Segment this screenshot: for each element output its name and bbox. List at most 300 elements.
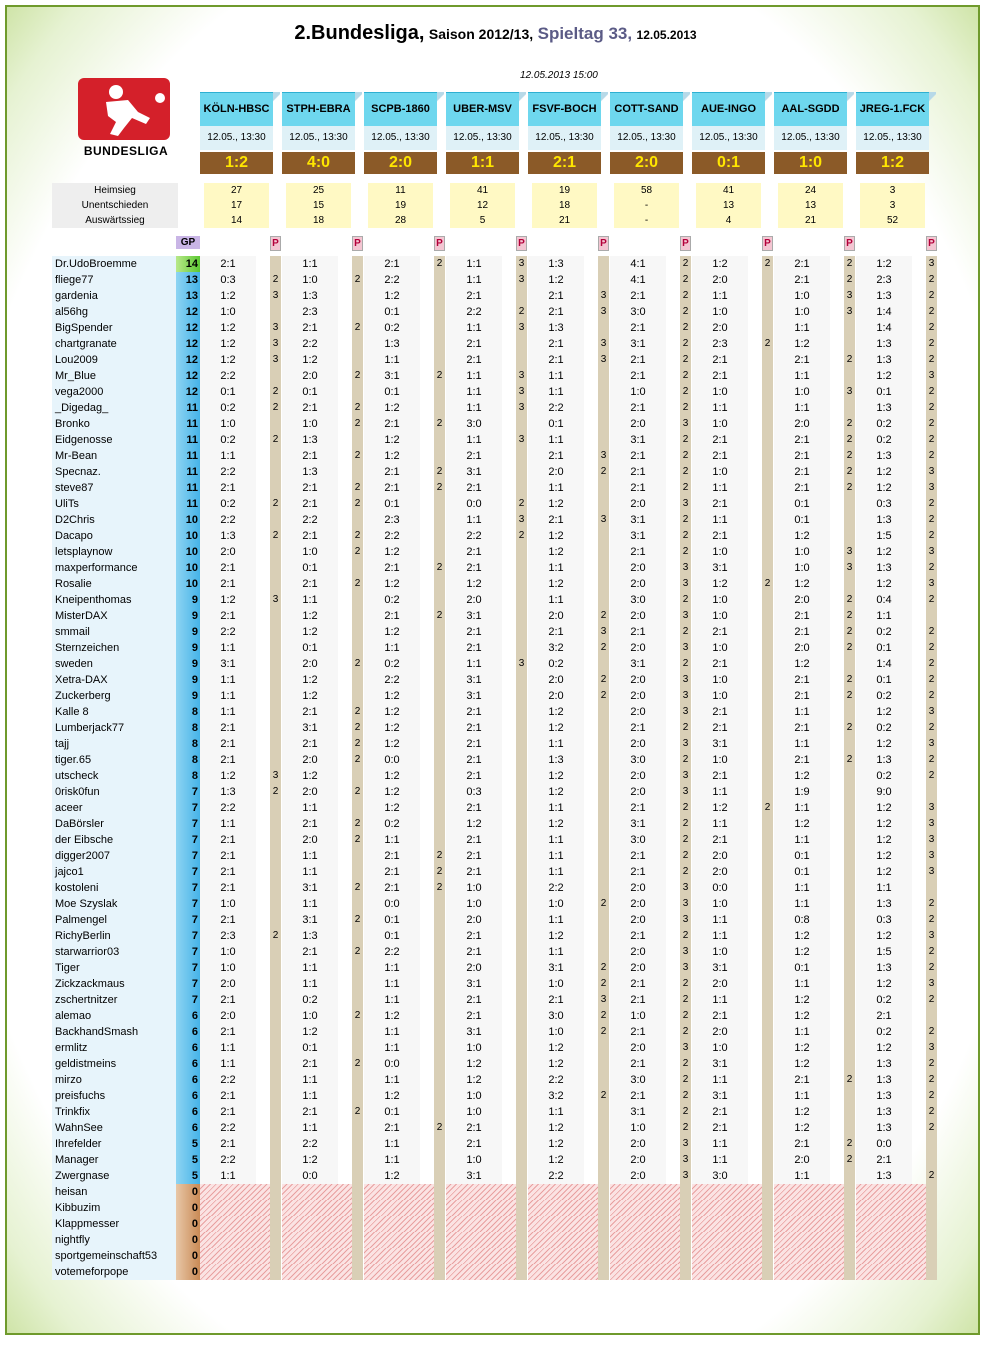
tip-cell: 3:1 [446, 1024, 502, 1040]
tip-points [844, 496, 855, 512]
player-name: Zuckerberg [52, 688, 176, 704]
tip-cell: 1:2 [200, 768, 256, 784]
tip-cell: 1:0 [446, 1040, 502, 1056]
tip-cell: 2:1 [446, 288, 502, 304]
tip-points: 2 [926, 400, 937, 416]
tip-cell [692, 1184, 762, 1200]
tip-points [434, 320, 445, 336]
tip-cell: 0:1 [282, 640, 338, 656]
tip-cell: 3:2 [528, 1088, 584, 1104]
tip-cell: 1:2 [856, 800, 912, 816]
tip-points [516, 912, 527, 928]
tip-points [516, 672, 527, 688]
tip-points: 3 [680, 704, 691, 720]
tip-cell: 2:1 [446, 992, 502, 1008]
tip-points: 3 [926, 816, 937, 832]
match-column [528, 92, 601, 174]
tip-points: 3 [680, 1152, 691, 1168]
tip-points [352, 464, 363, 480]
tip-cell: 0:1 [364, 304, 420, 320]
tip-cell: 0:2 [856, 432, 912, 448]
tip-cell: 2:3 [856, 272, 912, 288]
player-points: 10 [176, 544, 200, 560]
stat-away: 28 [394, 215, 407, 226]
match-teams: FSVF-BOCH [528, 92, 601, 126]
tip-points: 3 [598, 352, 609, 368]
tip-cell: 2:0 [610, 784, 666, 800]
tip-points [516, 1248, 527, 1264]
tip-cell: 1:1 [774, 1168, 830, 1184]
tip-cell: 1:2 [364, 288, 420, 304]
tip-cell: 2:2 [446, 528, 502, 544]
tip-points [434, 720, 445, 736]
tip-cell: 2:0 [610, 1136, 666, 1152]
tip-points [762, 688, 773, 704]
tip-points [762, 416, 773, 432]
tip-cell [446, 1200, 516, 1216]
tip-points: 2 [352, 1056, 363, 1072]
tip-cell: 1:1 [774, 976, 830, 992]
tip-cell: 2:1 [282, 576, 338, 592]
player-points: 8 [176, 752, 200, 768]
tip-points [516, 832, 527, 848]
tip-cell: 2:0 [282, 752, 338, 768]
tip-cell: 1:1 [446, 512, 502, 528]
tip-points [434, 656, 445, 672]
tip-points [926, 1232, 937, 1248]
logo-emblem-icon [78, 78, 170, 140]
tip-cell: 1:3 [856, 1168, 912, 1184]
tip-cell [856, 1248, 926, 1264]
tip-points [598, 576, 609, 592]
tip-cell: 1:0 [282, 272, 338, 288]
tip-points [762, 1200, 773, 1216]
tip-points: 2 [680, 304, 691, 320]
tip-points: 2 [680, 832, 691, 848]
tip-points: 2 [844, 592, 855, 608]
tip-points [762, 784, 773, 800]
tip-points [598, 592, 609, 608]
tip-points: 3 [926, 704, 937, 720]
tip-points [516, 1184, 527, 1200]
tip-points [516, 448, 527, 464]
tip-points: 2 [352, 656, 363, 672]
tip-points: 3 [598, 512, 609, 528]
tip-cell: 1:2 [528, 1152, 584, 1168]
tip-points [762, 352, 773, 368]
tip-points [516, 592, 527, 608]
tip-cell: 2:1 [282, 944, 338, 960]
tip-cell: 1:1 [692, 912, 748, 928]
tip-points [516, 752, 527, 768]
tip-cell [610, 1264, 680, 1280]
column-notch [847, 92, 854, 218]
tip-cell: 3:0 [692, 1168, 748, 1184]
tip-points: 2 [926, 272, 937, 288]
tip-cell: 0:0 [282, 1168, 338, 1184]
tip-points: 2 [680, 1120, 691, 1136]
player-points: 11 [176, 448, 200, 464]
tip-points: 2 [352, 816, 363, 832]
tip-cell: 0:2 [364, 816, 420, 832]
tip-cell: 2:1 [282, 480, 338, 496]
player-points: 7 [176, 880, 200, 896]
tip-cell: 2:0 [774, 416, 830, 432]
tip-points [844, 768, 855, 784]
tip-cell: 1:2 [282, 352, 338, 368]
tip-points: 2 [926, 496, 937, 512]
tip-cell: 1:3 [528, 256, 584, 272]
tip-points: 2 [680, 432, 691, 448]
tip-cell: 1:2 [528, 704, 584, 720]
tip-cell: 1:2 [856, 256, 912, 272]
tip-points [516, 720, 527, 736]
tip-cell: 1:1 [856, 880, 912, 896]
tip-points: 2 [926, 528, 937, 544]
tip-points: 2 [926, 1088, 937, 1104]
tip-points [598, 528, 609, 544]
tip-points [270, 752, 281, 768]
match-date: 12.05., 13:30 [282, 126, 355, 150]
logo-text: BUNDESLIGA [83, 144, 169, 158]
stat-home: 27 [230, 185, 243, 196]
tip-points: 2 [680, 464, 691, 480]
tip-cell: 1:3 [282, 432, 338, 448]
tip-points: 2 [926, 1104, 937, 1120]
tip-cell [610, 1200, 680, 1216]
tip-points [516, 1168, 527, 1184]
tip-points [516, 1232, 527, 1248]
tip-points [434, 688, 445, 704]
tip-points [844, 1008, 855, 1024]
tip-cell: 1:0 [200, 960, 256, 976]
tip-points [762, 464, 773, 480]
player-name: smmail [52, 624, 176, 640]
tip-cell: 3:1 [610, 816, 666, 832]
tip-cell: 2:1 [610, 1024, 666, 1040]
tip-cell [774, 1248, 844, 1264]
tip-cell: 2:1 [774, 752, 830, 768]
player-name: heisan [52, 1184, 176, 1200]
tip-cell: 2:2 [364, 272, 420, 288]
tip-points [352, 1024, 363, 1040]
tip-points [762, 928, 773, 944]
match-result: 4:0 [282, 152, 355, 174]
tip-cell: 1:3 [856, 896, 912, 912]
tip-cell [282, 1232, 352, 1248]
tip-points [762, 448, 773, 464]
tip-points [270, 896, 281, 912]
player-name: al56hg [52, 304, 176, 320]
tip-cell: 1:2 [528, 528, 584, 544]
tip-cell: 1:2 [200, 592, 256, 608]
tip-points [598, 1072, 609, 1088]
tip-cell: 1:2 [364, 784, 420, 800]
tip-cell: 1:2 [774, 1120, 830, 1136]
tip-cell: 0:2 [856, 1024, 912, 1040]
tip-cell: 1:2 [528, 816, 584, 832]
tip-points: 2 [844, 688, 855, 704]
player-points: 0 [176, 1200, 200, 1216]
tip-cell: 2:2 [528, 400, 584, 416]
tip-points: 2 [598, 672, 609, 688]
tip-points: 3 [598, 992, 609, 1008]
tip-cell: 2:1 [610, 448, 666, 464]
tip-points: 2 [680, 1088, 691, 1104]
tip-cell: 1:2 [856, 848, 912, 864]
player-points: 9 [176, 656, 200, 672]
stat-away: 5 [479, 215, 486, 226]
tip-points [270, 688, 281, 704]
tip-points: 3 [598, 448, 609, 464]
column-notch [929, 92, 936, 218]
tip-cell: 2:1 [774, 1136, 830, 1152]
tip-points [270, 1040, 281, 1056]
tip-cell [528, 1216, 598, 1232]
tip-cell: 1:2 [528, 768, 584, 784]
tip-cell: 1:1 [774, 1024, 830, 1040]
match-stats [614, 183, 679, 228]
tip-cell: 2:0 [282, 784, 338, 800]
tip-points [270, 912, 281, 928]
tip-points [352, 288, 363, 304]
tip-points: 2 [926, 624, 937, 640]
tip-cell: 2:1 [282, 448, 338, 464]
tip-cell [528, 1200, 598, 1216]
match-date: 12.05., 13:30 [528, 126, 601, 150]
tip-cell: 3:0 [528, 1008, 584, 1024]
tip-cell: 2:1 [200, 992, 256, 1008]
matchday-label: Spieltag 33, [537, 24, 633, 43]
tip-points [926, 608, 937, 624]
tip-points: 2 [352, 832, 363, 848]
tip-cell: 3:1 [528, 960, 584, 976]
player-name: Kibbuzim [52, 1200, 176, 1216]
tip-cell: 1:2 [856, 832, 912, 848]
match-column [610, 92, 683, 174]
tip-cell: 1:2 [364, 1008, 420, 1024]
tip-cell: 2:2 [200, 368, 256, 384]
tip-cell [364, 1216, 434, 1232]
match-result: 2:0 [364, 152, 437, 174]
tip-points: 2 [844, 432, 855, 448]
tip-cell: 1:2 [446, 1072, 502, 1088]
tip-points: 2 [352, 576, 363, 592]
tip-points [270, 560, 281, 576]
tip-points [270, 1104, 281, 1120]
tip-points [516, 288, 527, 304]
tip-points: 2 [680, 1072, 691, 1088]
league-title: 2.Bundesliga, [294, 22, 425, 44]
tip-cell: 1:0 [282, 416, 338, 432]
tip-points: 2 [598, 896, 609, 912]
tip-cell: 0:0 [446, 496, 502, 512]
tip-points [844, 1024, 855, 1040]
tip-cell: 1:0 [528, 1024, 584, 1040]
player-points: 10 [176, 512, 200, 528]
points-header: P [680, 236, 691, 251]
player-points: 6 [176, 1088, 200, 1104]
tip-cell [774, 1200, 844, 1216]
tip-points: 2 [926, 560, 937, 576]
tip-points [434, 336, 445, 352]
tip-points [598, 1152, 609, 1168]
tip-cell: 2:0 [528, 688, 584, 704]
player-points: 7 [176, 816, 200, 832]
tip-cell: 2:1 [364, 256, 420, 272]
stat-away: - [644, 215, 649, 226]
tip-cell: 2:2 [364, 944, 420, 960]
tip-cell: 2:1 [446, 640, 502, 656]
tip-cell: 2:0 [610, 688, 666, 704]
tip-points [270, 704, 281, 720]
tip-points: 2 [434, 880, 445, 896]
tip-cell: 1:1 [692, 784, 748, 800]
tip-cell: 2:2 [200, 512, 256, 528]
tip-cell: 2:1 [446, 944, 502, 960]
player-name: Eidgenosse [52, 432, 176, 448]
tip-points: 2 [352, 496, 363, 512]
tip-cell: 3:2 [528, 640, 584, 656]
tip-points [516, 1152, 527, 1168]
tip-cell: 1:1 [446, 400, 502, 416]
tip-cell: 1:1 [528, 1104, 584, 1120]
tip-cell: 4:1 [610, 256, 666, 272]
tip-points [844, 784, 855, 800]
tip-cell: 1:2 [774, 992, 830, 1008]
tip-cell: 0:3 [200, 272, 256, 288]
tip-cell: 1:2 [692, 800, 748, 816]
tip-points: 2 [680, 1056, 691, 1072]
tip-cell: 1:1 [528, 944, 584, 960]
tip-cell: 2:1 [528, 624, 584, 640]
tip-points: 2 [434, 864, 445, 880]
tip-cell: 2:1 [692, 704, 748, 720]
tip-cell: 1:3 [282, 464, 338, 480]
tip-cell: 3:1 [610, 656, 666, 672]
tip-points: 3 [926, 1040, 937, 1056]
tip-cell: 1:1 [774, 896, 830, 912]
tip-cell: 1:2 [528, 544, 584, 560]
tip-cell: 1:1 [364, 1024, 420, 1040]
tip-points [270, 944, 281, 960]
tip-points [270, 304, 281, 320]
tip-points [270, 864, 281, 880]
tip-points: 2 [270, 928, 281, 944]
tip-points [680, 1248, 691, 1264]
tip-points [844, 1168, 855, 1184]
tip-points: 2 [434, 464, 445, 480]
tip-points [762, 1248, 773, 1264]
tip-points [434, 912, 445, 928]
tip-cell: 2:0 [610, 912, 666, 928]
tip-points: 2 [926, 512, 937, 528]
tip-cell: 1:1 [282, 256, 338, 272]
tip-points: 3 [516, 656, 527, 672]
tip-points: 3 [680, 576, 691, 592]
tip-cell: 1:0 [692, 384, 748, 400]
tip-cell [610, 1216, 680, 1232]
tip-cell: 0:2 [282, 992, 338, 1008]
tip-points: 2 [352, 528, 363, 544]
match-stats [368, 183, 433, 228]
tip-cell: 2:1 [200, 736, 256, 752]
match-result: 2:1 [528, 152, 601, 174]
player-name: vega2000 [52, 384, 176, 400]
tip-points [598, 320, 609, 336]
tip-cell: 2:1 [446, 544, 502, 560]
tip-cell: 1:2 [364, 768, 420, 784]
tip-cell: 2:1 [774, 672, 830, 688]
tip-cell: 2:1 [774, 480, 830, 496]
points-header: P [270, 236, 281, 251]
player-name: sweden [52, 656, 176, 672]
tip-points [598, 752, 609, 768]
tip-points [844, 864, 855, 880]
player-points: 13 [176, 272, 200, 288]
player-name: digger2007 [52, 848, 176, 864]
tip-points: 2 [926, 896, 937, 912]
tip-cell: 9:0 [856, 784, 912, 800]
tip-points: 3 [598, 624, 609, 640]
player-name: _Digedag_ [52, 400, 176, 416]
tip-points [762, 544, 773, 560]
tip-cell: 0:0 [692, 880, 748, 896]
tip-cell: 1:2 [364, 736, 420, 752]
player-name: zschertnitzer [52, 992, 176, 1008]
tip-cell: 1:2 [774, 768, 830, 784]
tip-cell [364, 1264, 434, 1280]
tip-points [270, 576, 281, 592]
tip-cell [200, 1216, 270, 1232]
tip-cell: 1:2 [528, 496, 584, 512]
player-name: Moe Szyslak [52, 896, 176, 912]
tip-points [516, 1200, 527, 1216]
player-name: tajj [52, 736, 176, 752]
tip-points [762, 528, 773, 544]
tip-cell: 0:1 [856, 384, 912, 400]
tip-cell: 1:1 [528, 480, 584, 496]
match-teams: SCPB-1860 [364, 92, 437, 126]
stat-away: 52 [886, 215, 899, 226]
tip-points [762, 864, 773, 880]
tip-points [434, 352, 445, 368]
match-teams: COTT-SAND [610, 92, 683, 126]
tip-points [352, 1264, 363, 1280]
tip-points [352, 976, 363, 992]
tip-cell: 2:0 [610, 880, 666, 896]
tip-cell: 2:1 [200, 1136, 256, 1152]
tip-points [516, 1072, 527, 1088]
tip-points: 2 [926, 1168, 937, 1184]
tip-cell [610, 1232, 680, 1248]
tip-points: 2 [844, 256, 855, 272]
match-column [692, 92, 765, 174]
match-teams: STPH-EBRA [282, 92, 355, 126]
player-points: 10 [176, 576, 200, 592]
tip-points [516, 784, 527, 800]
points-header: P [762, 236, 773, 251]
tip-cell: 1:2 [692, 576, 748, 592]
tip-cell: 1:1 [774, 704, 830, 720]
tip-cell: 2:2 [528, 880, 584, 896]
tip-cell: 2:1 [200, 864, 256, 880]
tip-cell: 2:2 [200, 1072, 256, 1088]
tip-points: 2 [680, 480, 691, 496]
tip-points [844, 944, 855, 960]
tip-cell [528, 1232, 598, 1248]
tip-points [352, 688, 363, 704]
